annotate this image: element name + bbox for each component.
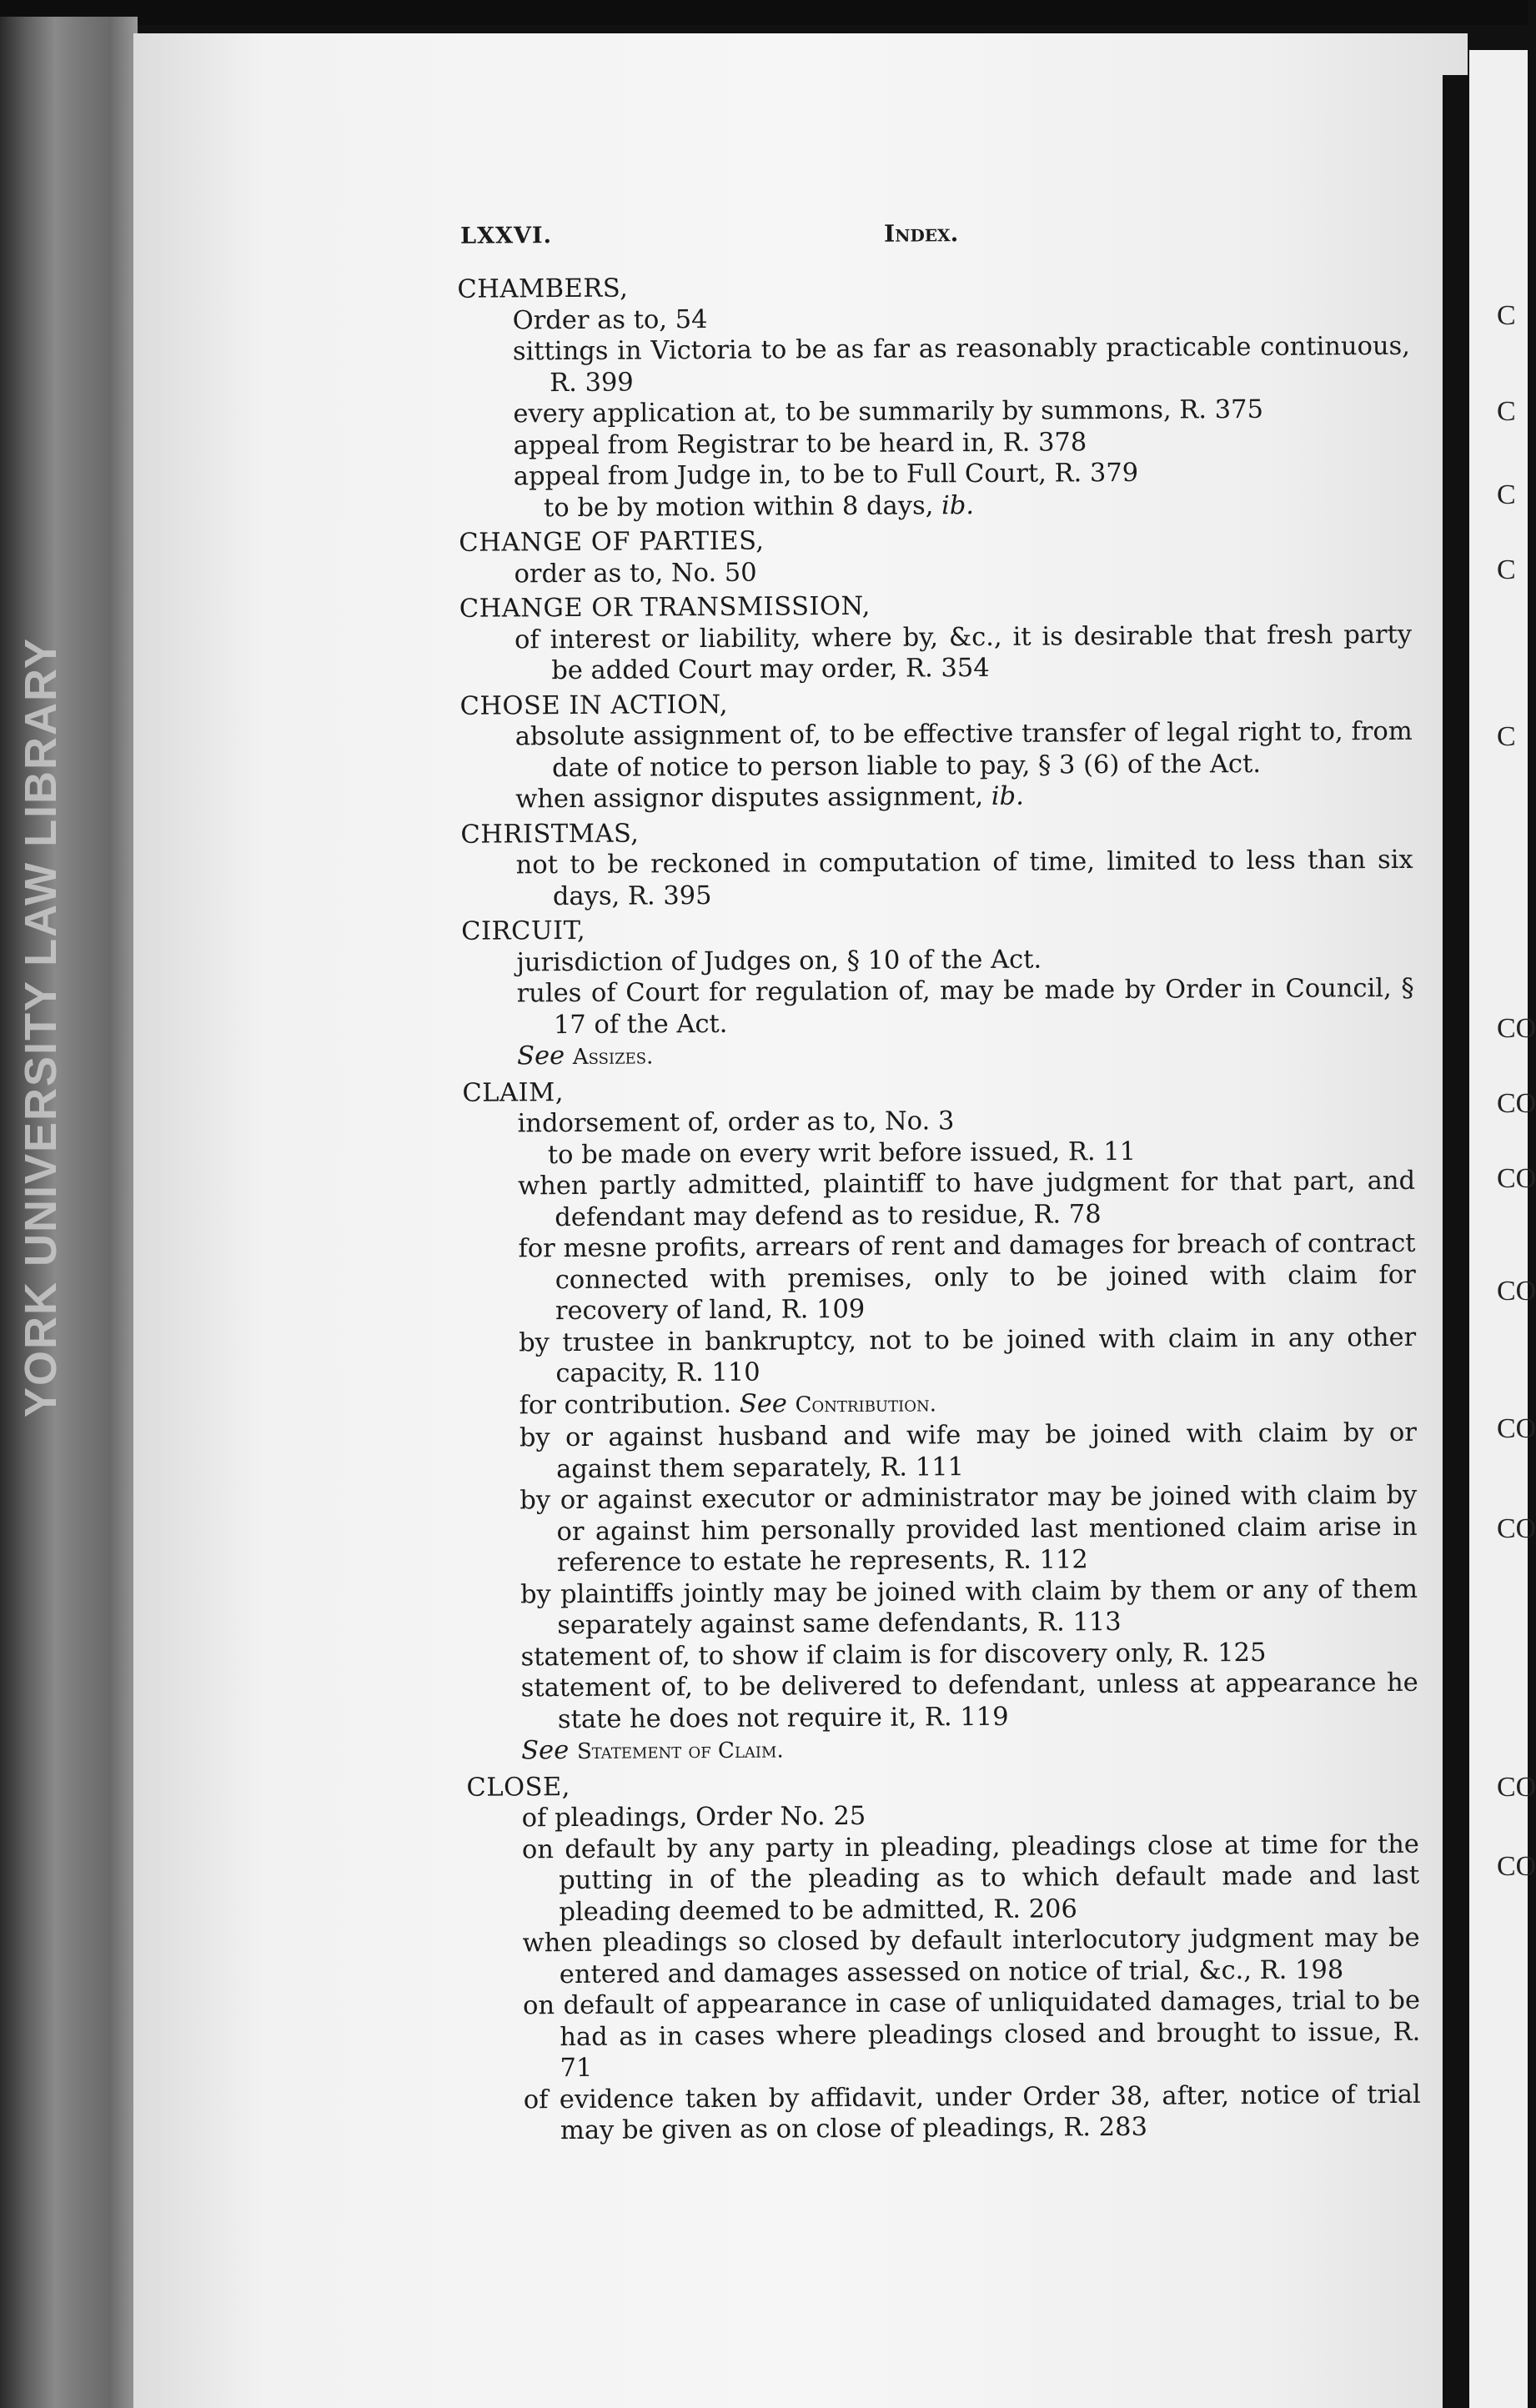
see-reference-target: Contribution. [795,1391,937,1417]
entry-subitem [516,845,1413,913]
entry-heading: CHANGE OF PARTIES, [459,526,765,558]
see-reference-label: See [739,1388,787,1419]
subitem-text: of interest or liability, where by, &c., it is desirable that fresh party be added Court may order, R. 354 [514,620,1413,686]
entry-subitem [518,1228,1416,1327]
subitem-text: to be by motion within 8 days, [543,490,934,523]
see-reference-target: Statement of Claim. [576,1738,784,1764]
entry-subitem [515,619,1412,687]
facing-page-letter: CO [1497,1413,1536,1444]
subitem-text: statement of, to show if claim is for discovery only, R. 125 [520,1638,1267,1672]
page-header [434,215,1409,271]
facing-page-letter: C [1497,479,1516,510]
entry-subitem [514,553,1411,589]
see-reference-label: See [517,1041,565,1071]
subitem-text: when assignor disputes assignment, [515,781,984,815]
entry-heading: CHRISTMAS, [460,819,640,850]
facing-page-letter: C [1497,554,1516,585]
entry-subitem [520,1636,1418,1673]
entry-subitem [518,1166,1415,1234]
index-entry [434,268,1411,524]
entry-subitem [514,456,1411,493]
index-entry [443,1766,1421,2147]
entry-subitem [515,779,1413,815]
subitem-ibid: ib. [991,781,1024,811]
entry-subitem [518,1103,1415,1140]
subitem-text: by trustee in bankruptcy, not to be joined with claim in any other capacity, R. 110 [519,1322,1417,1389]
subitem-text: absolute assignment of, to be effective transfer of legal right to, from date of notice to person liable to pay, § 3 (6) of the Act. [515,716,1413,783]
entry-subitem [517,973,1414,1041]
index-entry [437,813,1413,913]
entry-subitem [513,331,1410,399]
subitem-text: by or against husband and wife may be joined with claim by or against them separately, R. 111 [519,1417,1418,1484]
facing-page-letter: C [1497,396,1516,427]
facing-page-letter: CO [1497,1851,1536,1882]
subitem-ibid: ib. [941,490,975,520]
entry-subitem [516,941,1413,978]
index-entry [436,685,1413,815]
facing-page-letter: CO [1497,1772,1536,1803]
entry-subitem [517,1036,1414,1074]
entry-subitem [513,299,1410,336]
facing-page-letter: C [1497,300,1516,331]
subitem-text: on default by any party in pleading, pleadings close at time for the putting in of the pleading as to which default made and last pleading deemed to be admitted, R. 206 [521,1829,1420,1927]
facing-page-letter: CO [1497,1276,1536,1307]
subitem-text: of pleadings, Order No. 25 [521,1801,866,1834]
index-entry [436,588,1413,688]
subitem-text: to be made on every writ before issued, R. 11 [547,1136,1137,1170]
subitem-text: for mesne profits, arrears of rent and damages for breach of contract connected with premises, only to be joined with claim for recovery of land, R. 109 [518,1228,1416,1327]
see-reference-label: See [521,1736,570,1766]
entry-subitem [514,424,1411,461]
entry-subitem [548,1134,1415,1171]
subitem-text: sittings in Victoria to be as far as reasonably practicable continuous, R. 399 [512,331,1411,398]
subitem-text: Order as to, 54 [512,304,708,335]
subitem-text: order as to, No. 50 [514,558,757,589]
entry-subitem [544,487,1411,524]
page-number: LXXVI. [460,223,553,249]
entry-subitem [519,1322,1416,1390]
entry-subitem [524,2079,1421,2147]
subitem-text: on default of appearance in case of unliquidated damages, trial to be had as in cases where pleadings closed and brought to issue, R. 71 [522,1985,1421,2084]
index-entry [435,522,1411,590]
entry-heading: CLOSE, [466,1772,571,1803]
subitem-text: statement of, to be delivered to defendant, unless at appearance he state he does not require it, R. 119 [520,1668,1418,1734]
facing-page-letter: CO [1497,1088,1536,1119]
entry-heading: CLAIM, [462,1077,565,1108]
index-page-content [434,215,1421,2148]
entry-subitem [521,1730,1418,1768]
facing-page-letter: C [1497,721,1516,752]
subitem-text: when pleadings so closed by default interlocutory judgment may be entered and damages assessed on notice of trial, &c., R. 198 [522,1923,1420,1989]
subitem-text: when partly admitted, plaintiff to have judgment for that part, and defendant may defend as to residue, R. 78 [517,1166,1416,1232]
entry-heading: CIRCUIT, [461,916,586,946]
subitem-text: appeal from Judge in, to be to Full Court, R. 379 [513,458,1139,492]
entry-subitem [520,1480,1418,1579]
page-gutter [1443,75,1469,2408]
entry-subitem [515,716,1413,785]
entry-heading: CHOSE IN ACTION, [459,690,729,721]
entry-subitem [520,1384,1417,1422]
subitem-text: of evidence taken by affidavit, under Order 38, after, notice of trial may be given as on close of pleadings, R. 283 [523,2079,1421,2146]
scan-top-border [0,0,1528,25]
entry-subitem [520,1417,1417,1486]
subitem-text: indorsement of, order as to, No. 3 [517,1106,955,1139]
subitem-text: by or against executor or administrator may be joined with claim by or against him personally provided last mentioned claim arise in reference to estate he represents, R. 112 [520,1480,1418,1578]
index-entry [438,911,1414,1075]
subitem-text: by plaintiffs jointly may be joined with claim by them or any of them separately against same defendants, R. 113 [520,1574,1418,1641]
entry-subitem [523,1985,1421,2084]
subitem-text: appeal from Registrar to be heard in, R. 378 [513,427,1087,460]
subitem-text: rules of Court for regulation of, may be made by Order in Council, § 17 of the Act. [516,973,1414,1040]
facing-page-letter: CO [1497,1163,1536,1194]
entry-heading: CHANGE OR TRANSMISSION, [459,591,871,624]
page-title: Index. [884,219,959,248]
index-entries [434,268,1421,2148]
entry-subitem [522,1798,1419,1834]
spine-label: YORK UNIVERSITY LAW LIBRARY [16,636,66,1417]
entry-subitem [523,1923,1420,1991]
facing-page-letter: CO [1497,1013,1536,1044]
subitem-text: every application at, to be summarily by summons, R. 375 [513,394,1264,429]
see-reference-target: Assizes. [572,1044,654,1070]
entry-subitem [521,1668,1418,1736]
book-spine [0,17,138,2408]
entry-heading: CHAMBERS, [457,273,629,304]
facing-page-letter: CO [1497,1513,1536,1544]
subitem-text: not to be reckoned in computation of time, limited to less than six days, R. 395 [515,845,1413,911]
entry-subitem [522,1829,1420,1928]
entry-subitem [520,1573,1418,1642]
subitem-text: jurisdiction of Judges on, § 10 of the Act. [516,945,1042,977]
entry-subitem [513,394,1410,430]
subitem-text: for contribution. [519,1389,732,1420]
index-entry [439,1071,1418,1768]
